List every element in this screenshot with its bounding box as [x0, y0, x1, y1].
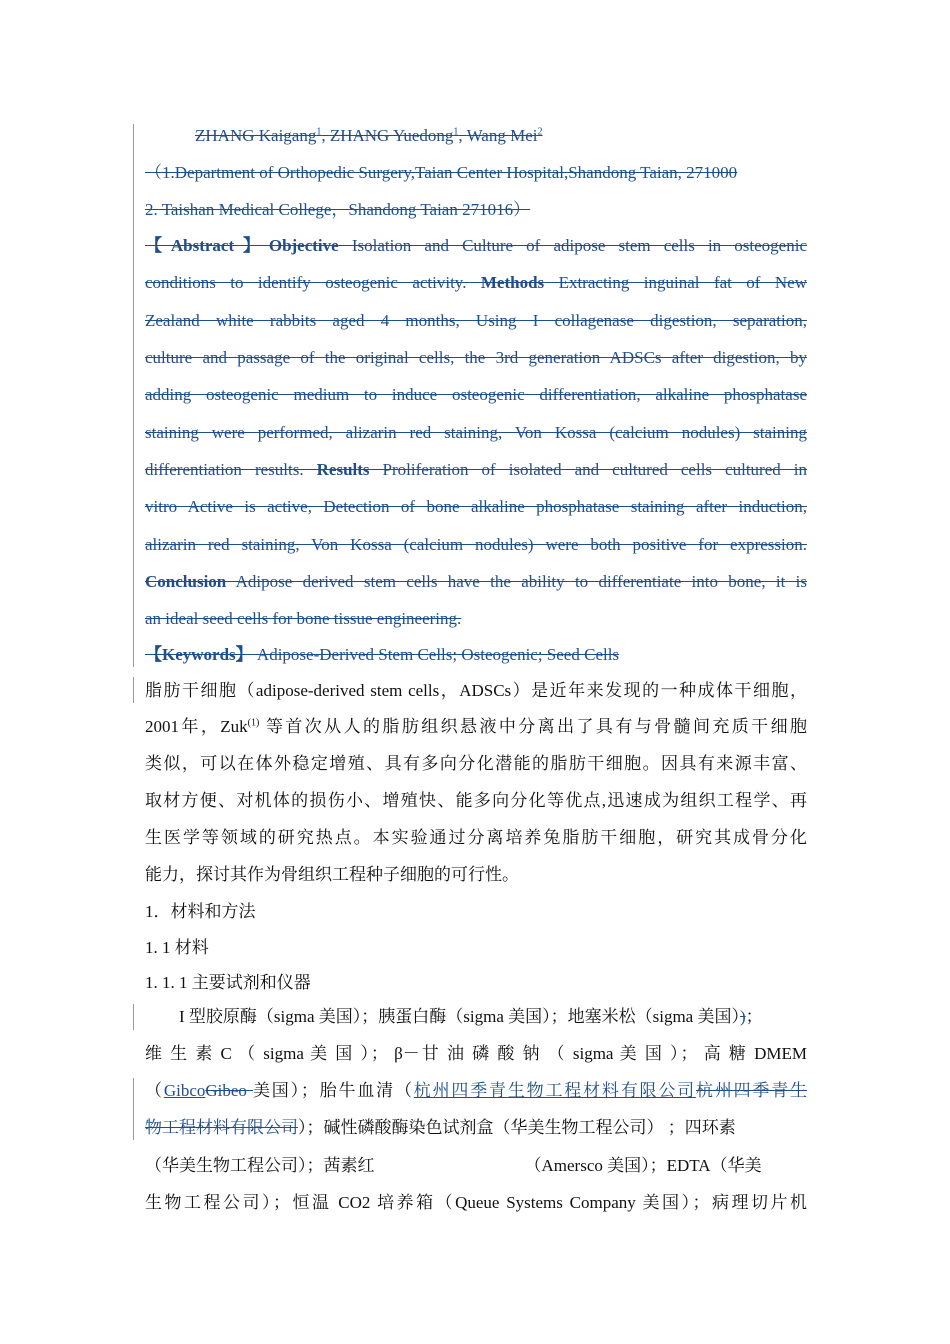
author-3: Wang Mei — [466, 126, 538, 145]
results-label: Results — [316, 460, 370, 479]
change-bar-abstract — [133, 124, 134, 667]
subsubsection-heading: 1. 1. 1 主要试剂和仪器 — [145, 973, 311, 992]
abstract-line-2: conditions to identify osteogenic activity. Methods Extracting inguinal fat of New — [145, 273, 807, 292]
materials-line-1: I 型胶原酶（sigma 美国）；胰蛋白酶（sigma 美国）；地塞米松（sigma 美国）)； — [179, 1007, 763, 1026]
materials-line-5: （华美生物工程公司）；茜素红 （Amersco 美国）；EDTA（华美 — [145, 1156, 762, 1175]
intro-line-5: 生医学等领域的研究热点。本实验通过分离培养兔脂肪干细胞，研究其成骨分化 — [145, 828, 807, 847]
intro-line-2: 2001年，Zuk$^{(1)}$ 等首次从人的脂肪组织悬液中分离出了具有与骨髓间充质干细胞 — [145, 717, 808, 736]
materials-line-3: （GibcoGibeo 美国）；胎牛血清（杭州四季青生物工程材料有限公司杭州四季青生 — [145, 1081, 808, 1100]
abstract-line-11: an ideal seed cells for bone tissue engineering. — [145, 609, 462, 628]
methods-label: Methods — [480, 273, 545, 292]
abstract-line-9: alizarin red staining, Von Kossa (calcium nodules) were both positive for expression. — [145, 535, 807, 554]
intro-line-6: 能力，探讨其作为骨组织工程种子细胞的可行性。 — [145, 865, 519, 884]
abstract-line-4: culture and passage of the original cells, the 3rd generation ADSCs after digestion, by — [145, 348, 807, 367]
abstract-label: 【Abstract】 — [145, 236, 269, 255]
materials-line-2: 维 生 素 C （ sigma 美 国 ）； β－甘 油 磷 酸 钠 （ sigma 美 国 ）； 高 糖 DMEM — [145, 1044, 807, 1063]
affiliation-line-2: 2. Taishan Medical College，Shandong Taian 271016） — [145, 200, 531, 219]
change-bar-materials-2 — [133, 1078, 134, 1140]
conclusion-label: Conclusion — [145, 572, 227, 591]
keywords-text: Adipose-Derived Stem Cells; Osteogenic; Seed Cells — [252, 645, 620, 664]
abstract-line-5: adding osteogenic medium to induce osteogenic differentiation, alkaline phosphatase — [145, 385, 807, 404]
materials-line-4: 物工程材料有限公司）；碱性磷酸酶染色试剂盒（华美生物工程公司） ；四环素 — [145, 1118, 736, 1137]
subsection-heading: 1. 1 材料 — [145, 938, 209, 957]
abstract-line-10: Conclusion Adipose derived stem cells have the ability to differentiate into bone, it is — [145, 572, 807, 591]
objective-label: Objective — [268, 236, 339, 255]
deleted-supplier-part-2: 物工程材料有限公司 — [145, 1118, 298, 1137]
intro-line-4: 取材方便、对机体的损伤小、增殖快、能多向分化等优点,迅速成为组织工程学、再 — [145, 791, 807, 810]
inserted-gibco: Gibco — [163, 1081, 206, 1100]
change-bar-materials-1 — [133, 1004, 134, 1030]
affiliation-line-1: （1.Department of Orthopedic Surgery,Taian Center Hospital,Shandong Taian, 271000 — [145, 163, 738, 182]
deleted-gibeo: Gibeo — [205, 1081, 253, 1100]
intro-line-3: 类似，可以在体外稳定增殖、具有多向分化潜能的脂肪干细胞。因具有来源丰富、 — [145, 754, 807, 773]
inserted-supplier: 杭州四季青生物工程材料有限公司 — [413, 1081, 696, 1100]
author-2: ZHANG Yuedong — [329, 126, 454, 145]
abstract-line-7: differentiation results. Results Proliferation of isolated and cultured cells cultured in — [145, 460, 808, 479]
materials-line-6: 生物工程公司）；恒温 CO2 培养箱（Queue Systems Company 美国）；病理切片机 — [145, 1193, 807, 1212]
section-heading: 1．材料和方法 — [145, 902, 256, 921]
abstract-line-1: 【Abstract】Objective Isolation and Culture of adipose stem cells in osteogenic — [145, 236, 807, 255]
change-bar-intro — [133, 677, 134, 703]
keywords-label: 【Keywords】 — [145, 645, 253, 664]
keywords-line — [145, 644, 807, 666]
author-line: ZHANG Kaigang$^1$, ZHANG Yuedong$^1$, Wang Mei$^2$ — [195, 126, 543, 145]
abstract-line-6: staining were performed, alizarin red staining, Von Kossa (calcium nodules) staining — [145, 423, 807, 442]
citation-ref: (1) — [247, 717, 260, 729]
deleted-supplier-part-1: 杭州四季青生 — [695, 1081, 808, 1100]
author-1: ZHANG Kaigang — [195, 126, 317, 145]
abstract-line-8: vitro Active is active, Detection of bone alkaline phosphatase staining after induction, — [145, 497, 807, 516]
intro-line-1: 脂肪干细胞（adipose-derived stem cells，ADSCs）是近年来发现的一种成体干细胞， — [145, 681, 807, 700]
abstract-line-3: Zealand white rabbits aged 4 months, Using I collagenase digestion, separation, — [145, 311, 807, 330]
